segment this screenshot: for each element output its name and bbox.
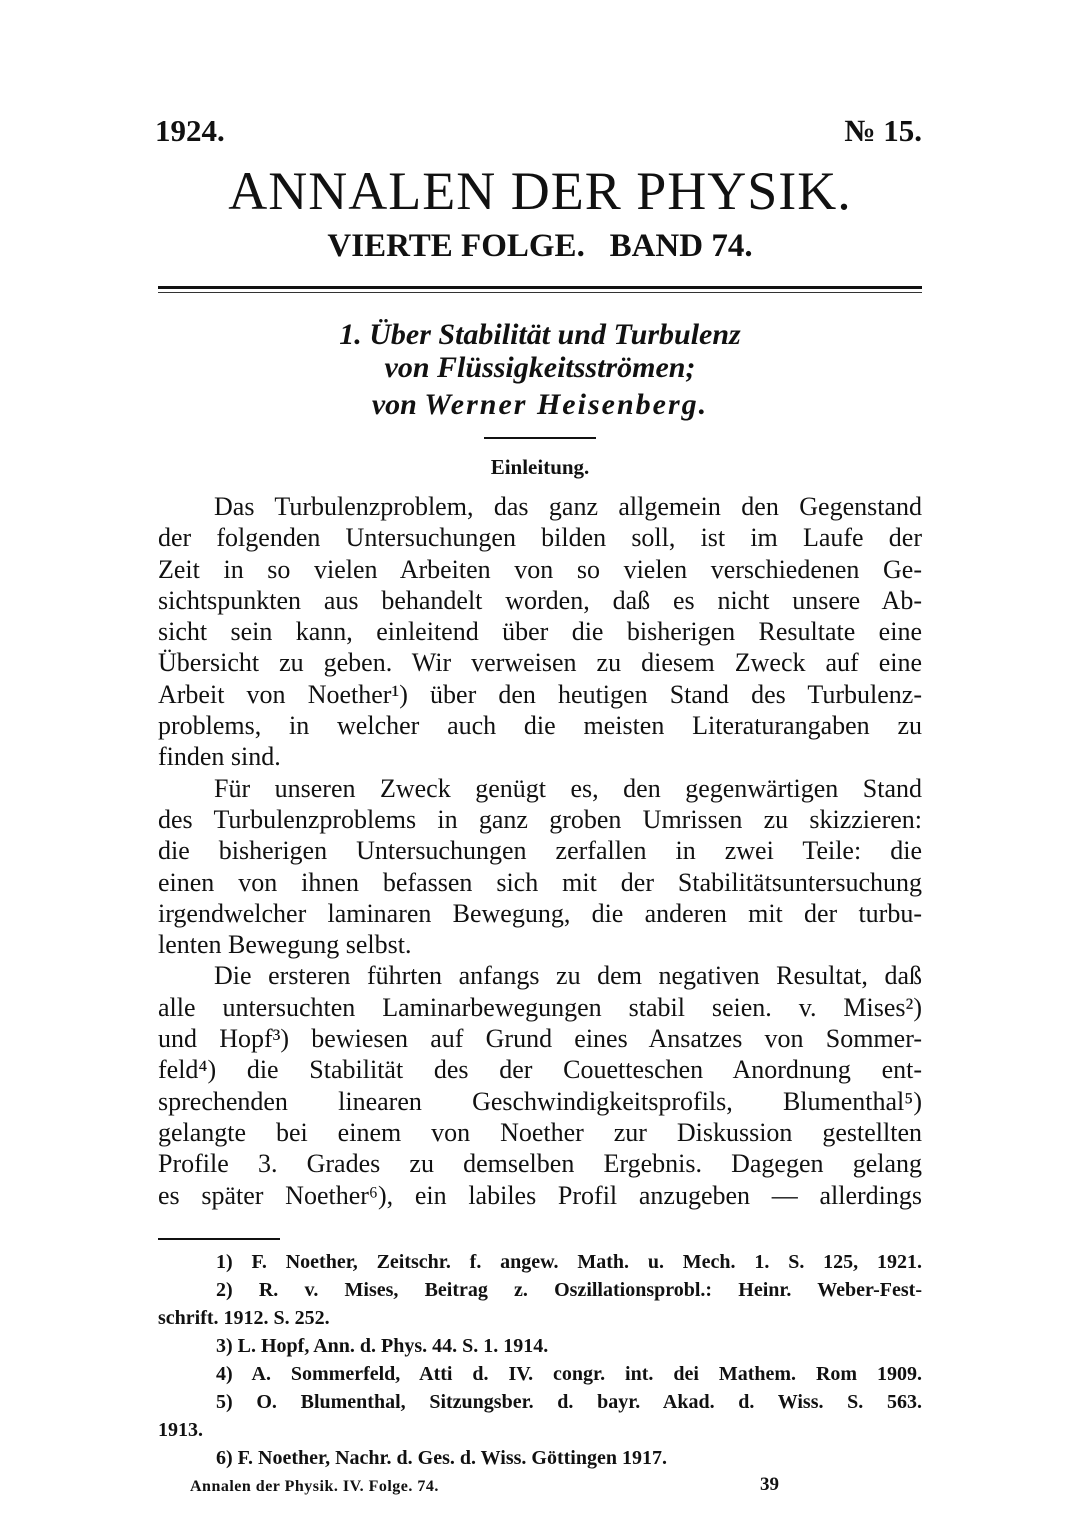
body-line: alle untersuchten Laminarbewegungen stabil seien. v. Mises²) [158,992,922,1022]
article-title-line-2-text: von Flüssigkeitsströmen; [384,351,696,384]
footnote-line: 1) F. Noether, Zeitschr. f. angew. Math. u. Mech. 1. S. 125, 1921. [216,1251,922,1273]
footnote-line: schrift. 1912. S. 252. [158,1307,330,1329]
author-name: Werner Heisenberg. [424,388,709,421]
body-line: lenten Bewegung selbst. [158,930,412,960]
body-line: sicht sein kann, einleitend über die bisherigen Resultate eine [158,617,922,647]
footnotes [158,1248,922,1472]
body-line: finden sind. [158,742,281,772]
series-band: VIERTE FOLGE. BAND 74. [327,228,753,264]
article-title-line-1-text: 1. Über Stabilität und Turbulenz [339,318,741,351]
issue-number: № 15. [844,113,922,148]
body-line: und Hopf³) bewiesen auf Grund eines Ansatzes von Sommer- [158,1024,922,1054]
body-line: Zeit in so vielen Arbeiten von so vielen verschiedenen Ge- [158,554,922,584]
header-rule-thick [158,286,922,289]
footnote-line: 6) F. Noether, Nachr. d. Ges. d. Wiss. Göttingen 1917. [216,1447,667,1469]
footnote-line: 3) L. Hopf, Ann. d. Phys. 44. S. 1. 1914. [216,1335,549,1357]
body-text [158,491,922,1211]
footnote-rule [158,1238,280,1240]
body-line: des Turbulenzproblems in ganz groben Umrissen zu skizzieren: [158,804,922,834]
body-line: sichtspunkten aus behandelt worden, daß es nicht unsere Ab- [158,585,922,615]
journal-title: ANNALEN DER PHYSIK. [228,161,852,221]
author-prefix: von [371,388,417,421]
body-line: Für unseren Zweck genügt es, den gegenwärtigen Stand [214,773,922,803]
footnote-line: 4) A. Sommerfeld, Atti d. IV. congr. int. dei Mathem. Rom 1909. [216,1363,922,1385]
running-footer: Annalen der Physik. IV. Folge. 74. [190,1478,439,1495]
section-heading: Einleitung. [490,455,590,479]
body-line: gelangte bei einem von Noether zur Diskussion gestellten [158,1117,922,1147]
article-title-line-2 [0,351,1080,385]
title-separator [484,437,596,439]
body-line: die bisherigen Untersuchungen zerfallen in zwei Teile: die [158,836,922,866]
body-line: Profile 3. Grades zu demselben Ergebnis. Dagegen gelang [158,1149,922,1179]
body-line: Das Turbulenzproblem, das ganz allgemein den Gegenstand [214,492,922,521]
body-line: Übersicht zu geben. Wir verweisen zu diesem Zweck auf eine [158,648,922,678]
body-line: einen von ihnen befassen sich mit der Stabilitätsuntersuchung [158,867,922,897]
body-line: es später Noether⁶), ein labiles Profil anzugeben — allerdings [158,1180,922,1210]
footnote-line: 5) O. Blumenthal, Sitzungsber. d. bayr. Akad. d. Wiss. S. 563. [216,1391,922,1413]
body-line: feld⁴) die Stabilität des der Couetteschen Anordnung ent- [158,1055,922,1085]
article-author [0,388,1080,422]
footnote-line: 1913. [158,1419,203,1441]
footnote-line: 2) R. v. Mises, Beitrag z. Oszillationsprobl.: Heinr. Weber-Fest- [216,1279,922,1301]
body-line: problems, in welcher auch die meisten Literaturangaben zu [158,711,922,741]
header-rule-thin [158,292,922,293]
volume-year: 1924. [155,113,225,148]
body-line: Arbeit von Noether¹) über den heutigen Stand des Turbulenz- [158,679,922,709]
page-number: 39 [760,1474,779,1495]
body-line: irgendwelcher laminaren Bewegung, die anderen mit der turbu- [158,898,922,928]
article-title-line-1 [0,318,1080,352]
body-line: Die ersteren führten anfangs zu dem negativen Resultat, daß [214,961,922,991]
body-line: sprechenden linearen Geschwindigkeitsprofils, Blumenthal⁵) [158,1086,922,1116]
body-line: der folgenden Untersuchungen bilden soll, ist im Laufe der [158,523,922,553]
